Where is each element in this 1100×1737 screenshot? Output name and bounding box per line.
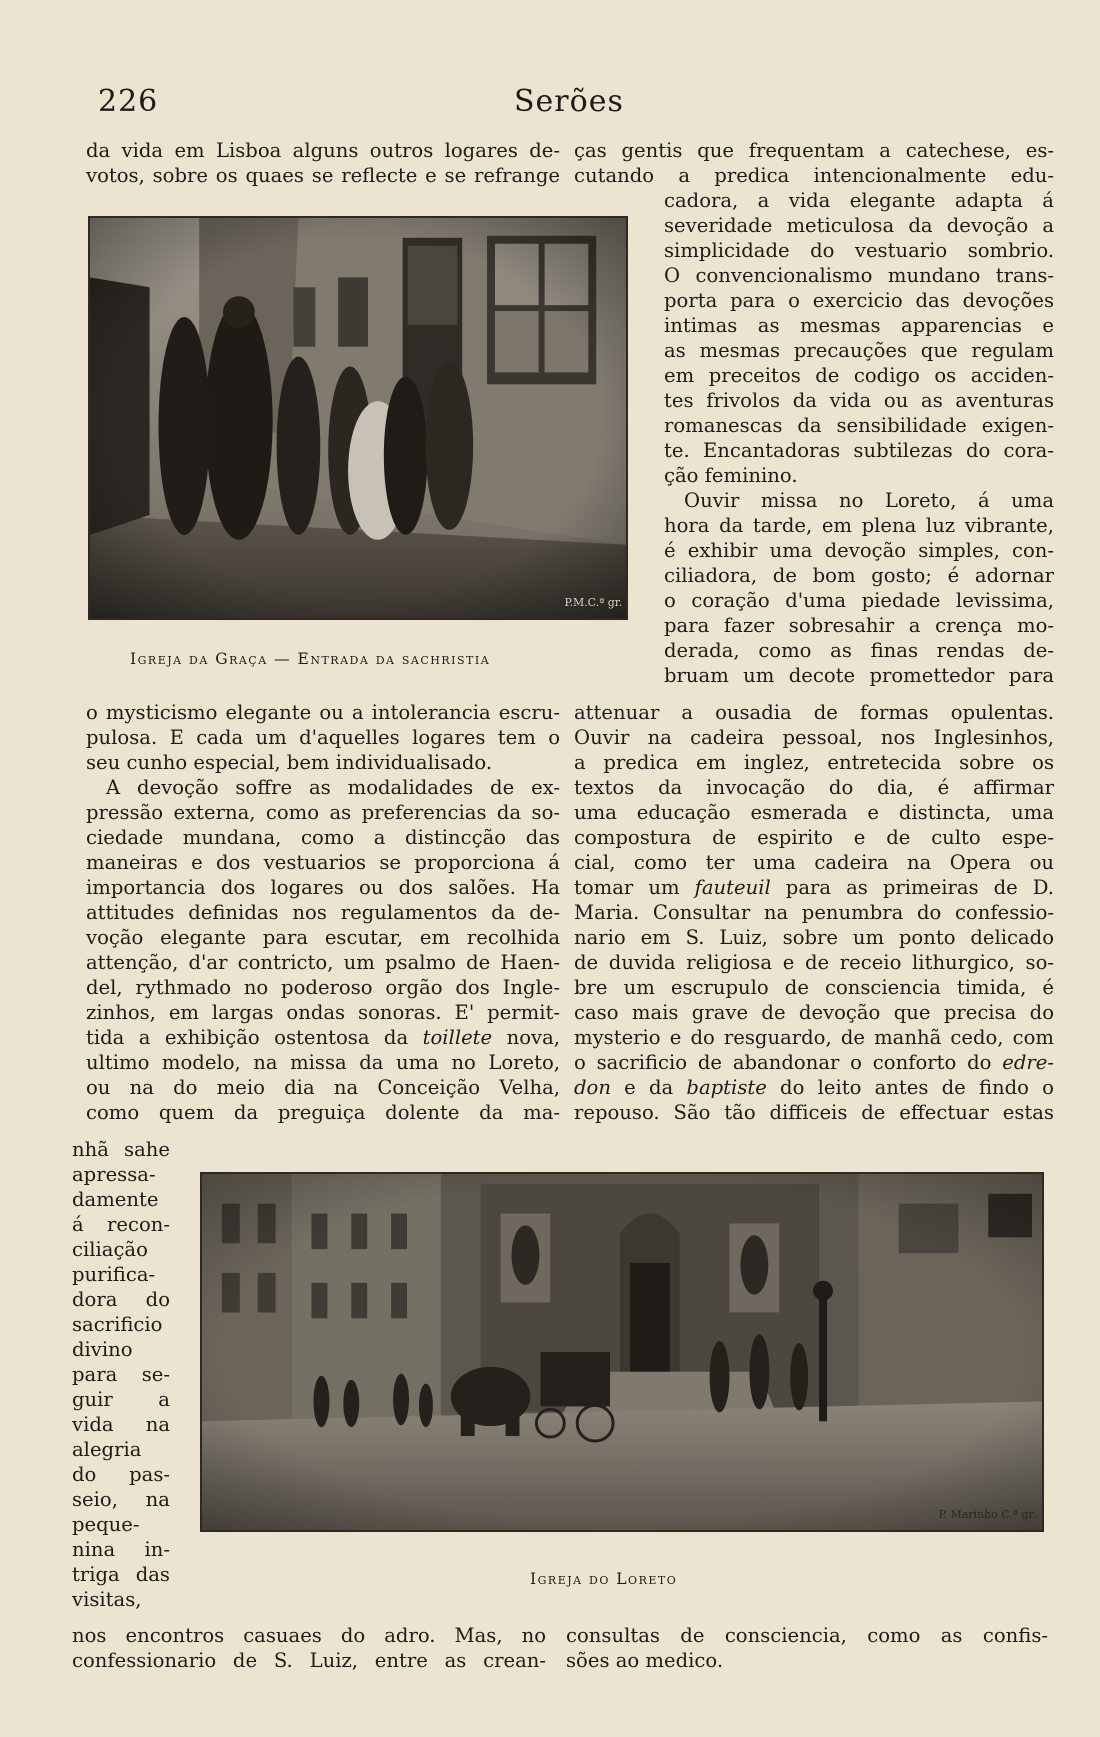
text-line: sões ao medico. [566,1649,724,1672]
text-line: repouso. São tão difficeis de effectuar estas [574,1101,1054,1124]
text-line: bruam um decote promettedor para [664,664,1054,687]
text-line: Maria. Consultar na penumbra do confessio- [574,901,1054,924]
text-line: attenção, d'ar contricto, um psalmo de Haen- [86,951,560,974]
text-line: triga das [72,1563,170,1586]
italic-word: fauteuil [694,876,771,899]
text-segment: e da [624,1076,674,1099]
col1-narrow-text [72,1137,170,1612]
text-line: cadora, a vida elegante adapta á [664,189,1054,212]
text-line: seio, na [72,1488,170,1511]
text-line: derada, como as finas rendas de- [664,639,1054,662]
text-line: seu cunho especial, bem individualisado. [86,751,493,774]
text-line: da vida em Lisboa alguns outros logares de- [86,139,560,162]
text-line: nhã sahe [72,1138,170,1161]
text-line: é exhibir uma devoção simples, con- [664,539,1054,562]
text-line: bre um escrupulo de consciencia timida, é [574,976,1054,999]
text-line: o coração d'uma piedade levissima, [664,589,1054,612]
text-line: mysterio e do resguardo, de manhã cedo, com [574,1026,1054,1049]
text-line: ou na do meio dia na Conceição Velha, [86,1076,560,1099]
text-line: á recon- [72,1213,170,1236]
text-line: ciliação [72,1238,148,1261]
text-segment: nova, [506,1026,560,1049]
text-line: dora do [72,1288,170,1311]
italic-word: edre- [1002,1051,1054,1074]
text-line: pulosa. E cada um d'aquelles logares tem o [86,726,560,749]
text-segment: para as primeiras de D. [785,876,1054,899]
text-line: del, rythmado no poderoso orgão dos Ingle- [86,976,560,999]
text-line: attenuar a ousadia de formas opulentas. [574,701,1054,724]
text-segment: do leito antes de findo o [780,1076,1054,1099]
text-line: importancia dos logares ou dos salões. Ha [86,876,560,899]
text-line: para fazer sobresahir a crença mo- [664,614,1054,637]
text-line [86,1025,560,1050]
col1-top-text [86,138,560,188]
text-line: do pas- [72,1463,170,1486]
text-segment: tomar um [574,876,680,899]
text-line: para se- [72,1363,170,1386]
text-line: sacrificio [72,1313,163,1336]
text-line: apressa- [72,1163,156,1186]
text-line: cutando a predica intencionalmente edu- [574,164,1054,187]
text-line: votos, sobre os quaes se reflecte e se refrange [86,164,560,187]
text-line [574,1075,1054,1100]
italic-word: don [574,1076,611,1099]
text-line: romanescas da sensibilidade exigen- [664,414,1054,437]
text-line: simplicidade do vestuario sombrio. [664,239,1054,262]
col2-bottom-text [566,1623,1048,1673]
text-line: nario em S. Luiz, sobre um ponto delicado [574,926,1054,949]
text-segment: o sacrificio de abandonar o conforto do [574,1051,992,1074]
text-line: textos da invocação do dia, é affirmar [574,776,1054,799]
text-line: como quem da preguiça dolente da ma- [86,1101,560,1124]
italic-word: baptiste [686,1076,767,1099]
text-line: maneiras e dos vestuarios se proporciona á [86,851,560,874]
text-line: severidade meticulosa da devoção a [664,214,1054,237]
text-line: cial, como ter uma cadeira na Opera ou [574,851,1054,874]
text-line: pressão externa, como as preferencias da so- [86,801,560,824]
text-line: damente [72,1188,159,1211]
text-line: Ouvir missa no Loreto, á uma [684,489,1054,512]
photo-signature: P.M.C.ª gr. [564,596,623,610]
text-line: Ouvir na cadeira pessoal, nos Inglesinhos, [574,726,1054,749]
text-line: a predica em inglez, entretecida sobre os [574,751,1054,774]
text-line: as mesmas precauções que regulam [664,339,1054,362]
photo-signature: P. Marinho C.ª gr. [938,1508,1036,1522]
text-line: compostura de espirito e de culto espe- [574,826,1054,849]
text-line: ças gentis que frequentam a catechese, es- [574,139,1054,162]
text-line: voção elegante para escutar, em recolhida [86,926,560,949]
text-line: peque- [72,1513,140,1536]
col1-bottom-text [72,1623,546,1673]
text-line: em preceitos de codigo os acciden- [664,364,1054,387]
col2-top-text [574,138,1054,188]
text-line [574,875,1054,900]
text-line: O convencionalismo mundano trans- [664,264,1054,287]
text-line: consultas de consciencia, como as confis- [566,1624,1048,1647]
text-line: divino [72,1338,133,1361]
text-line: ção feminino. [664,464,798,487]
text-line: porta para o exercicio das devoções [664,289,1054,312]
col1-mid-text [86,700,560,1125]
photo-igreja-do-loreto [200,1172,1044,1532]
text-line: A devoção soffre as modalidades de ex- [106,776,560,799]
text-line [574,1050,1054,1075]
text-line: hora da tarde, em plena luz vibrante, [664,514,1054,537]
col2-side-text [664,188,1054,688]
text-line: alegria [72,1438,142,1461]
text-line: visitas, [72,1588,142,1611]
running-title: Serões [514,84,624,119]
text-line: caso mais grave de devoção que precisa do [574,1001,1054,1024]
caption-igreja-do-loreto: Igreja do Loreto [530,1570,678,1588]
text-line: tes frivolos da vida ou as aventuras [664,389,1054,412]
text-line: ultimo modelo, na missa da uma no Loreto, [86,1051,560,1074]
text-line: nos encontros casuaes do adro. Mas, no [72,1624,546,1647]
text-line: ciliadora, de bom gosto; é adornar [664,564,1054,587]
col2-mid-text [574,700,1054,1125]
text-line: vida na [72,1413,170,1436]
text-line: intimas as mesmas apparencias e [664,314,1054,337]
caption-igreja-da-graca: Igreja da Graça — Entrada da sachristia [130,650,491,668]
text-line: te. Encantadoras subtilezas do cora- [664,439,1054,462]
text-line: de duvida religiosa e de receio lithurgico, so- [574,951,1054,974]
text-line: uma educação esmerada e distincta, uma [574,801,1054,824]
text-line: attitudes definidas nos regulamentos da de- [86,901,560,924]
text-line: guir a [72,1388,170,1411]
text-segment: tida a exhibição ostentosa da [86,1026,409,1049]
page-number: 226 [98,84,159,119]
text-line: purifica- [72,1263,156,1286]
text-line: ciedade mundana, como a distincção das [86,826,560,849]
text-line: o mysticismo elegante ou a intolerancia escru- [86,701,560,724]
italic-word: toillete [422,1026,493,1049]
text-line: zinhos, em largas ondas sonoras. E' permit- [86,1001,560,1024]
text-line: confessionario de S. Luiz, entre as crean- [72,1649,546,1672]
photo-igreja-da-graca [88,216,628,620]
text-line: nina in- [72,1538,170,1561]
